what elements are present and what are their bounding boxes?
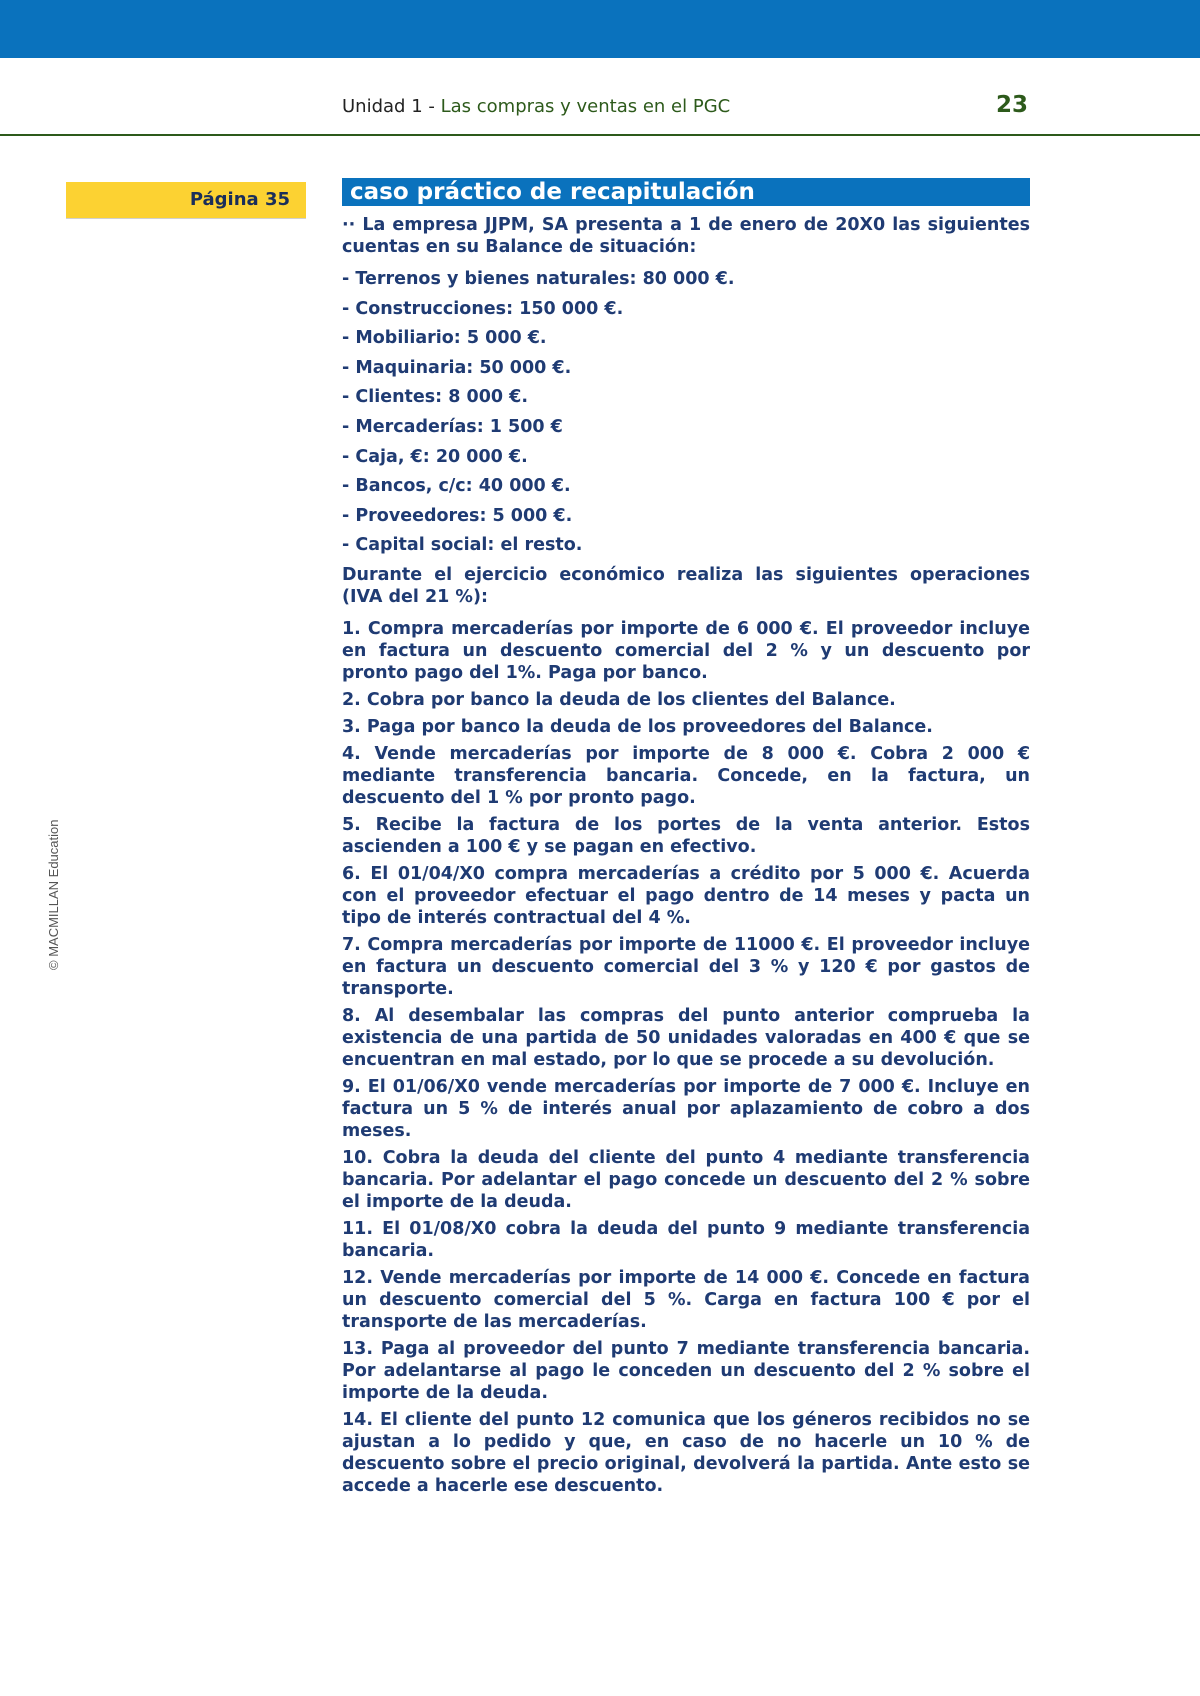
unit-label: Unidad 1 xyxy=(342,96,423,117)
running-header xyxy=(342,96,730,117)
operation-item: 2. Cobra por banco la deuda de los clientes del Balance. xyxy=(342,690,896,711)
operation-item: 3. Paga por banco la deuda de los proveedores del Balance. xyxy=(342,717,933,738)
balance-list xyxy=(342,268,1030,556)
balance-item: - Clientes: 8 000 €. xyxy=(342,387,528,408)
chapter-title: Las compras y ventas en el PGC xyxy=(440,96,731,117)
operation-item: 11. El 01/08/X0 cobra la deuda del punto 9 mediante transferencia bancaria. xyxy=(342,1219,1030,1262)
case-study xyxy=(342,178,1030,1502)
operation-item: 8. Al desembalar las compras del punto anterior comprueba la existencia de una partida de 50 unidades valoradas en 400 € que se encuentran en mal estado, por lo que se procede a su devolución. xyxy=(342,1006,1030,1071)
operation-item: 6. El 01/04/X0 compra mercaderías a crédito por 5 000 €. Acuerda con el proveedor efectuar el pago dentro de 14 meses y pacta un tipo de interés contractual del 4 %. xyxy=(342,864,1030,929)
page-number: 23 xyxy=(995,92,1028,118)
balance-item: - Proveedores: 5 000 €. xyxy=(342,505,573,526)
operation-item: 12. Vende mercaderías por importe de 14 000 €. Concede en factura un descuento comercial del 5 %. Carga en factura 100 € por el transporte de las mercaderías. xyxy=(342,1268,1030,1333)
balance-item: - Mercaderías: 1 500 € xyxy=(342,416,563,437)
balance-item: - Maquinaria: 50 000 €. xyxy=(342,357,572,378)
operations-intro: Durante el ejercicio económico realiza las siguientes operaciones (IVA del 21 %): xyxy=(342,565,1030,608)
operations-list xyxy=(342,618,1030,1497)
operation-item: 10. Cobra la deuda del cliente del punto 4 mediante transferencia bancaria. Por adelantar el pago concede un descuento del 2 % sobre el importe de la deuda. xyxy=(342,1148,1030,1213)
top-color-bar xyxy=(0,0,1200,58)
balance-item: - Caja, €: 20 000 €. xyxy=(342,446,528,467)
page-reference-tag: Página 35 xyxy=(66,182,306,218)
balance-item: - Mobiliario: 5 000 €. xyxy=(342,328,547,349)
balance-item: - Construcciones: 150 000 €. xyxy=(342,298,624,319)
operation-item: 7. Compra mercaderías por importe de 11000 €. El proveedor incluye en factura un descuento comercial del 3 % y 120 € por gastos de transporte. xyxy=(342,935,1030,1000)
operation-item: 13. Paga al proveedor del punto 7 mediante transferencia bancaria. Por adelantarse al pago le conceden un descuento del 2 % sobre el importe de la deuda. xyxy=(342,1339,1030,1404)
operation-item: 1. Compra mercaderías por importe de 6 000 €. El proveedor incluye en factura un descuento comercial del 2 % y un descuento por pronto pago del 1%. Paga por banco. xyxy=(342,619,1030,684)
balance-item: - Terrenos y bienes naturales: 80 000 €. xyxy=(342,269,735,289)
margin-divider xyxy=(66,218,306,219)
header-separator: - xyxy=(422,96,441,117)
section-title: caso práctico de recapitulación xyxy=(342,178,1030,206)
page-header xyxy=(342,92,1028,122)
operation-item: 9. El 01/06/X0 vende mercaderías por importe de 7 000 €. Incluye en factura un 5 % de interés anual por aplazamiento de cobro a dos meses. xyxy=(342,1077,1030,1142)
copyright-notice: © MACMILLAN Education xyxy=(46,819,61,970)
case-intro: ·· La empresa JJPM, SA presenta a 1 de enero de 20X0 las siguientes cuentas en su Balance de situación: xyxy=(342,215,1030,257)
operation-item: 14. El cliente del punto 12 comunica que los géneros recibidos no se ajustan a lo pedido y que, en caso de no hacerle un 10 % de descuento sobre el precio original, devolverá la partida. Ante esto se accede a hacerle ese descuento. xyxy=(342,1410,1030,1497)
header-divider xyxy=(0,134,1200,136)
operation-item: 5. Recibe la factura de los portes de la venta anterior. Estos ascienden a 100 € y se pagan en efectivo. xyxy=(342,815,1030,858)
operation-item: 4. Vende mercaderías por importe de 8 000 €. Cobra 2 000 € mediante transferencia bancaria. Concede, en la factura, un descuento del 1 % por pronto pago. xyxy=(342,744,1030,809)
balance-item: - Capital social: el resto. xyxy=(342,535,583,556)
balance-item: - Bancos, c/c: 40 000 €. xyxy=(342,476,571,497)
